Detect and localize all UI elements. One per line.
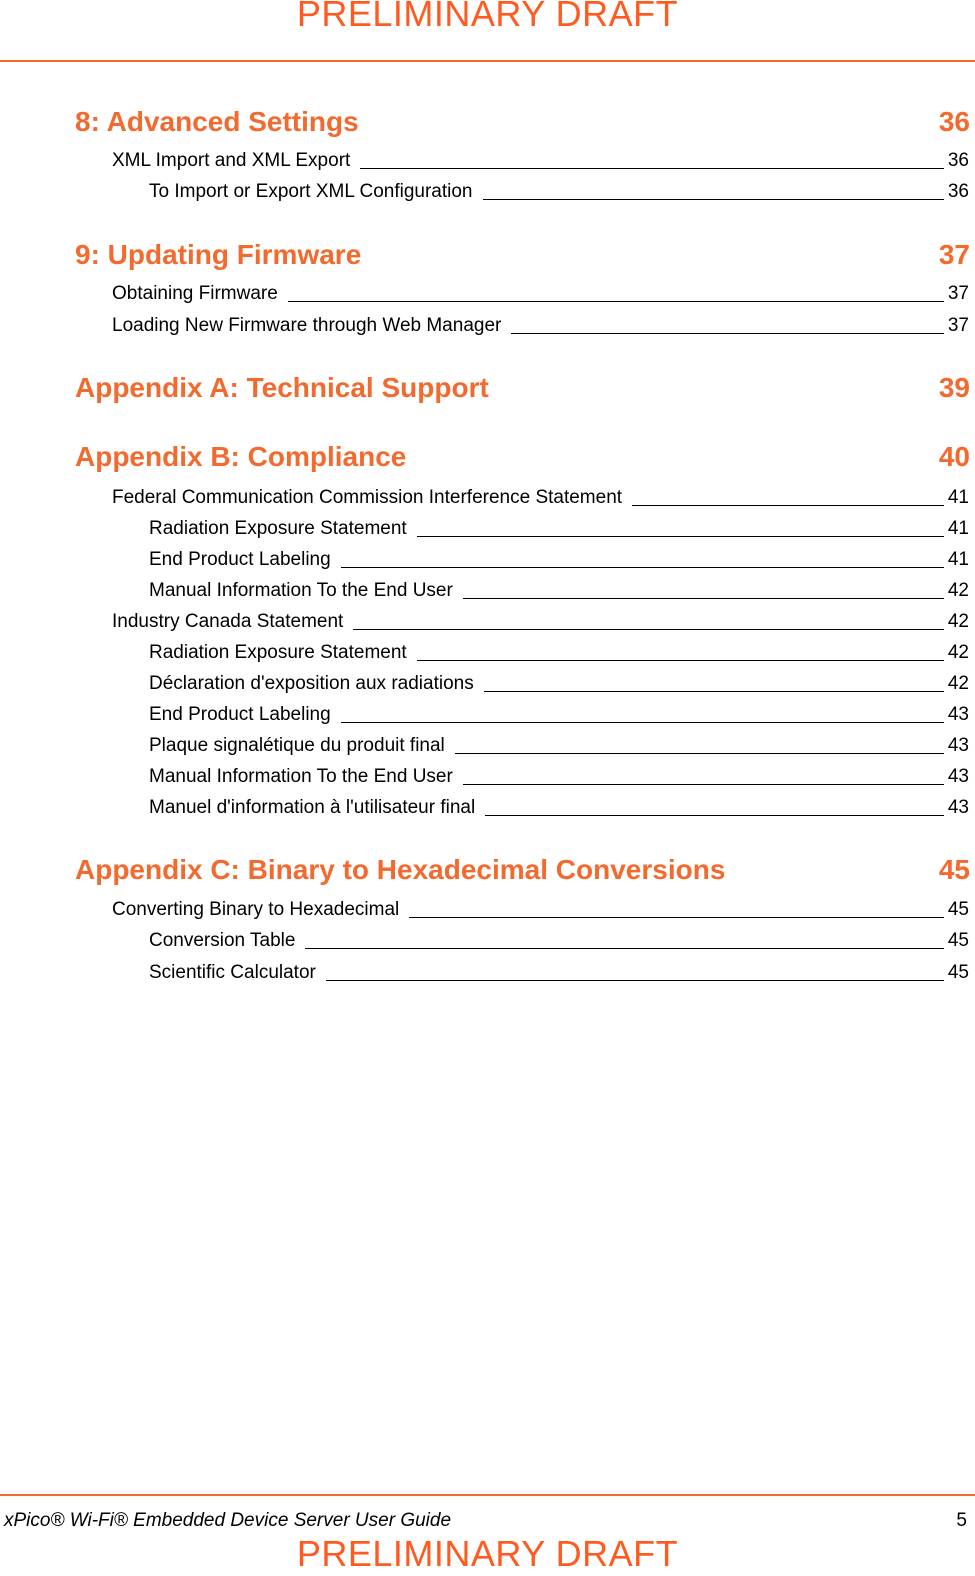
toc-entry-declaration-exposition[interactable] bbox=[149, 671, 969, 695]
chapter-title: 9: Updating Firmware bbox=[75, 239, 362, 270]
toc-entry-to-import-export[interactable] bbox=[149, 179, 969, 203]
chapter-page: 45 bbox=[938, 854, 970, 885]
entry-title: Radiation Exposure Statement bbox=[149, 642, 407, 663]
chapter-title: Appendix A: Technical Support bbox=[75, 372, 489, 403]
chapter-title: 8: Advanced Settings bbox=[75, 106, 359, 137]
entry-page: 37 bbox=[947, 315, 969, 336]
entry-title: Obtaining Firmware bbox=[112, 283, 278, 304]
toc-entry-end-product-labeling[interactable] bbox=[149, 547, 969, 571]
chapter-title: Appendix C: Binary to Hexadecimal Conversions bbox=[75, 854, 726, 885]
dot-leader bbox=[463, 784, 944, 785]
chapter-page: 40 bbox=[938, 441, 970, 472]
entry-page: 41 bbox=[947, 549, 969, 570]
dot-leader bbox=[360, 168, 944, 169]
dot-leader bbox=[632, 505, 944, 506]
entry-page: 45 bbox=[947, 930, 969, 951]
chapter-page: 37 bbox=[938, 239, 970, 270]
toc-entry-fcc-statement[interactable] bbox=[112, 485, 969, 509]
entry-title: Converting Binary to Hexadecimal bbox=[112, 899, 400, 920]
entry-page: 41 bbox=[947, 487, 969, 508]
toc-entry-end-product-labeling[interactable] bbox=[149, 702, 969, 726]
entry-page: 42 bbox=[947, 580, 969, 601]
entry-page: 43 bbox=[947, 704, 969, 725]
toc-chapter-compliance[interactable] bbox=[75, 439, 970, 475]
entry-title: Manuel d'information à l'utilisateur final bbox=[149, 797, 476, 818]
dot-leader bbox=[417, 536, 944, 537]
entry-page: 36 bbox=[947, 150, 969, 171]
dot-leader bbox=[326, 980, 944, 981]
toc-entry-obtaining-firmware[interactable] bbox=[112, 281, 969, 305]
entry-page: 41 bbox=[947, 518, 969, 539]
dot-leader bbox=[455, 753, 944, 754]
toc-chapter-binary-hex[interactable] bbox=[75, 852, 970, 888]
entry-title: Industry Canada Statement bbox=[112, 611, 344, 632]
entry-title: Manual Information To the End User bbox=[149, 766, 453, 787]
entry-title: Déclaration d'exposition aux radiations bbox=[149, 673, 474, 694]
toc-chapter-advanced-settings[interactable] bbox=[75, 104, 970, 140]
entry-title: Scientific Calculator bbox=[149, 962, 316, 983]
entry-page: 45 bbox=[947, 899, 969, 920]
footer-rule bbox=[0, 1494, 975, 1496]
chapter-title: Appendix B: Compliance bbox=[75, 441, 407, 472]
dot-leader bbox=[353, 629, 944, 630]
entry-page: 42 bbox=[947, 642, 969, 663]
footer-page-number: 5 bbox=[956, 1510, 967, 1531]
chapter-page: 36 bbox=[938, 106, 970, 137]
toc-chapter-updating-firmware[interactable] bbox=[75, 237, 970, 273]
dot-leader bbox=[341, 567, 944, 568]
entry-title: To Import or Export XML Configuration bbox=[149, 181, 473, 202]
entry-title: Loading New Firmware through Web Manager bbox=[112, 315, 502, 336]
preliminary-draft-header: PRELIMINARY DRAFT bbox=[296, 0, 679, 34]
entry-page: 43 bbox=[947, 735, 969, 756]
dot-leader bbox=[463, 598, 944, 599]
dot-leader bbox=[485, 815, 944, 816]
entry-page: 43 bbox=[947, 766, 969, 787]
toc-entry-loading-firmware[interactable] bbox=[112, 313, 969, 337]
toc-chapter-technical-support[interactable] bbox=[75, 370, 970, 406]
entry-title: Radiation Exposure Statement bbox=[149, 518, 407, 539]
toc-entry-converting-binary[interactable] bbox=[112, 897, 969, 921]
entry-title: XML Import and XML Export bbox=[112, 150, 351, 171]
entry-page: 45 bbox=[947, 962, 969, 983]
entry-title: Conversion Table bbox=[149, 930, 296, 951]
toc-entry-industry-canada[interactable] bbox=[112, 609, 969, 633]
toc-entry-radiation-exposure[interactable] bbox=[149, 516, 969, 540]
toc-entry-manual-information[interactable] bbox=[149, 578, 969, 602]
toc-entry-plaque-signaletique[interactable] bbox=[149, 733, 969, 757]
dot-leader bbox=[341, 722, 944, 723]
dot-leader bbox=[305, 948, 943, 949]
entry-page: 42 bbox=[947, 673, 969, 694]
entry-title: End Product Labeling bbox=[149, 549, 331, 570]
toc-entry-conversion-table[interactable] bbox=[149, 928, 969, 952]
footer-document-title: xPico® Wi-Fi® Embedded Device Server User Guide bbox=[4, 1510, 452, 1531]
dot-leader bbox=[484, 691, 944, 692]
dot-leader bbox=[409, 917, 944, 918]
entry-page: 42 bbox=[947, 611, 969, 632]
entry-title: End Product Labeling bbox=[149, 704, 331, 725]
entry-page: 43 bbox=[947, 797, 969, 818]
dot-leader bbox=[483, 199, 944, 200]
toc-entry-manual-information[interactable] bbox=[149, 764, 969, 788]
entry-page: 37 bbox=[947, 283, 969, 304]
toc-entry-xml-import-export[interactable] bbox=[112, 148, 969, 172]
dot-leader bbox=[417, 660, 944, 661]
toc-entry-radiation-exposure[interactable] bbox=[149, 640, 969, 664]
toc-entry-manuel-information[interactable] bbox=[149, 795, 969, 819]
chapter-page: 39 bbox=[938, 372, 970, 403]
toc-entry-scientific-calculator[interactable] bbox=[149, 960, 969, 984]
entry-title: Federal Communication Commission Interference Statement bbox=[112, 487, 623, 508]
dot-leader bbox=[288, 301, 944, 302]
dot-leader bbox=[511, 333, 944, 334]
entry-title: Manual Information To the End User bbox=[149, 580, 453, 601]
entry-page: 36 bbox=[947, 181, 969, 202]
preliminary-draft-footer: PRELIMINARY DRAFT bbox=[296, 1533, 679, 1574]
entry-title: Plaque signalétique du produit final bbox=[149, 735, 445, 756]
